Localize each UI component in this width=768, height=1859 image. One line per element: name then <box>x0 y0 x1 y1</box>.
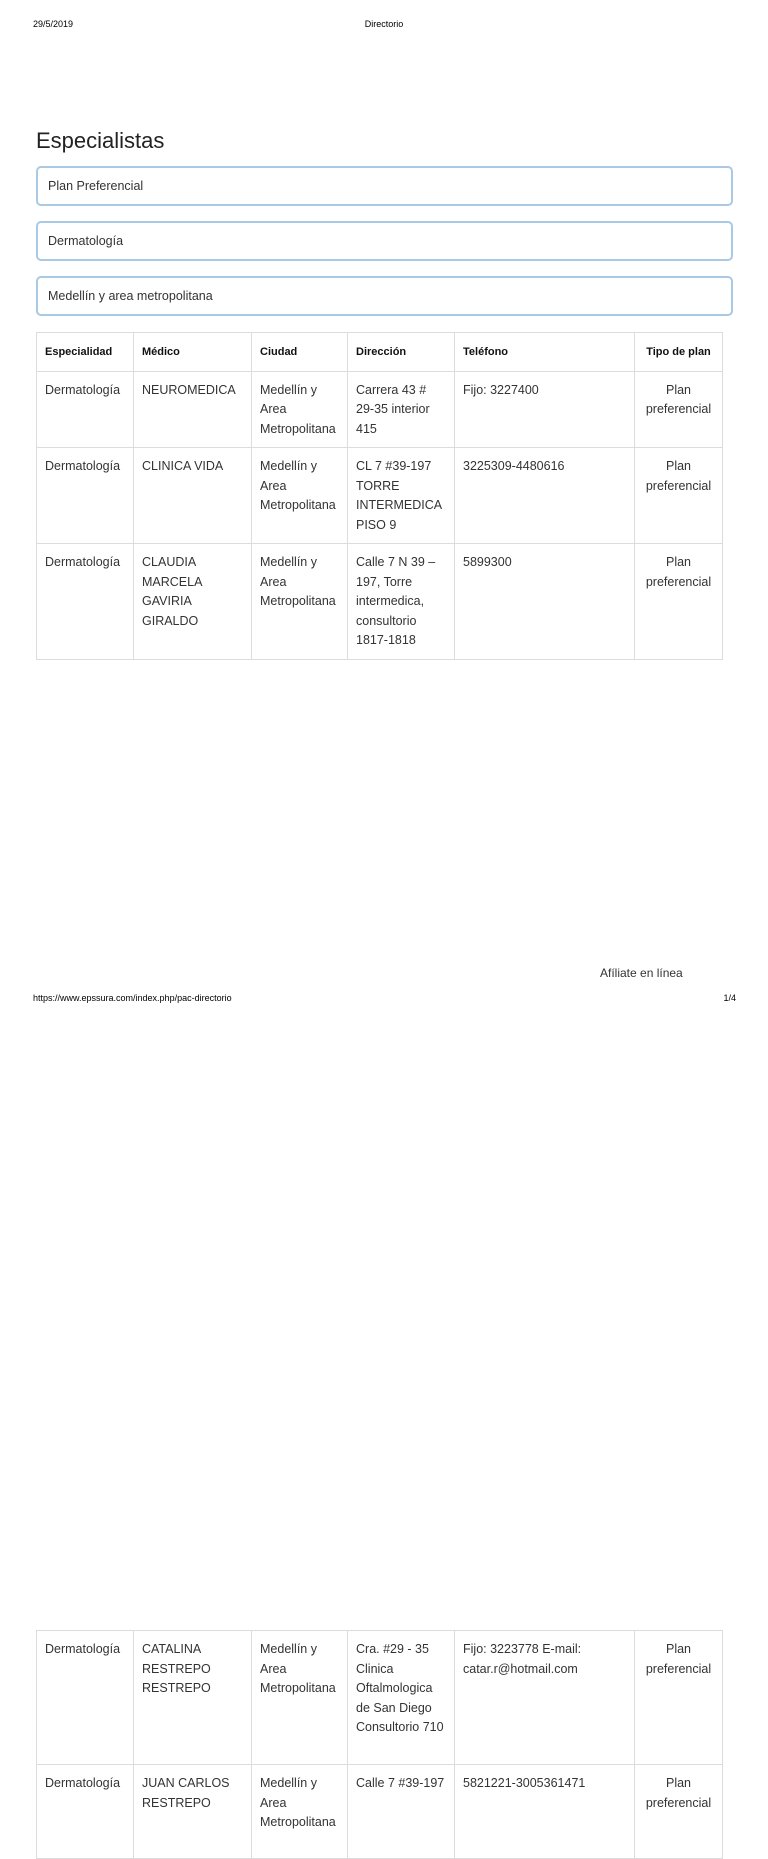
cell-plan: Plan preferencial <box>635 371 723 448</box>
print-header <box>0 19 768 33</box>
specialty-select[interactable]: Dermatología <box>36 221 733 261</box>
print-document-title: Directorio <box>364 19 404 29</box>
cell-ciudad: Medellín y Area Metropolitana <box>252 1631 348 1765</box>
cell-especialidad: Dermatología <box>37 448 134 544</box>
cell-direccion: CL 7 #39-197 TORRE INTERMEDICA PISO 9 <box>348 448 455 544</box>
cell-especialidad: Dermatología <box>37 371 134 448</box>
cell-plan: Plan preferencial <box>635 448 723 544</box>
directory-table-continued <box>36 1630 723 1859</box>
cell-ciudad: Medellín y Area Metropolitana <box>252 544 348 660</box>
cell-direccion: Carrera 43 # 29-35 interior 415 <box>348 371 455 448</box>
cell-ciudad: Medellín y Area Metropolitana <box>252 448 348 544</box>
cell-ciudad: Medellín y Area Metropolitana <box>252 371 348 448</box>
cell-plan: Plan preferencial <box>635 1631 723 1765</box>
cell-medico: CLAUDIA MARCELA GAVIRIA GIRALDO <box>134 544 252 660</box>
header-medico: Médico <box>134 333 252 372</box>
cell-telefono: 3225309-4480616 <box>455 448 635 544</box>
cell-plan: Plan preferencial <box>635 544 723 660</box>
cell-direccion: Calle 7 #39-197 <box>348 1765 455 1859</box>
table-row <box>37 448 723 544</box>
print-footer <box>0 993 768 1007</box>
plan-select[interactable]: Plan Preferencial <box>36 166 733 206</box>
table-header-row <box>37 333 723 372</box>
table-row <box>37 1765 723 1859</box>
cell-medico: JUAN CARLOS RESTREPO <box>134 1765 252 1859</box>
page-title: Especialistas <box>36 128 165 153</box>
print-url: https://www.epssura.com/index.php/pac-directorio <box>33 993 232 1003</box>
cell-medico: NEUROMEDICA <box>134 371 252 448</box>
table-row <box>37 1631 723 1765</box>
cell-telefono: Fijo: 3227400 <box>455 371 635 448</box>
cell-especialidad: Dermatología <box>37 544 134 660</box>
cell-telefono: Fijo: 3223778 E-mail: catar.r@hotmail.com <box>455 1631 635 1765</box>
table-row <box>37 544 723 660</box>
cell-medico: CLINICA VIDA <box>134 448 252 544</box>
afiliate-chat-button[interactable]: Afíliate en línea <box>600 966 683 980</box>
cell-direccion: Calle 7 N 39 – 197, Torre intermedica, consultorio 1817-1818 <box>348 544 455 660</box>
cell-plan: Plan preferencial <box>635 1765 723 1859</box>
cell-telefono: 5821221-3005361471 <box>455 1765 635 1859</box>
cell-direccion: Cra. #29 - 35 Clinica Oftalmologica de San Diego Consultorio 710 <box>348 1631 455 1765</box>
print-page-number: 1/4 <box>723 993 736 1003</box>
cell-especialidad: Dermatología <box>37 1631 134 1765</box>
table-row <box>37 371 723 448</box>
cell-especialidad: Dermatología <box>37 1765 134 1859</box>
cell-medico: CATALINA RESTREPO RESTREPO <box>134 1631 252 1765</box>
cell-ciudad: Medellín y Area Metropolitana <box>252 1765 348 1859</box>
cell-telefono: 5899300 <box>455 544 635 660</box>
header-tipo-plan: Tipo de plan <box>635 333 723 372</box>
city-select[interactable]: Medellín y area metropolitana <box>36 276 733 316</box>
header-especialidad: Especialidad <box>37 333 134 372</box>
header-ciudad: Ciudad <box>252 333 348 372</box>
print-date: 29/5/2019 <box>33 19 74 29</box>
header-direccion: Dirección <box>348 333 455 372</box>
header-telefono: Teléfono <box>455 333 635 372</box>
directory-table <box>36 332 723 660</box>
